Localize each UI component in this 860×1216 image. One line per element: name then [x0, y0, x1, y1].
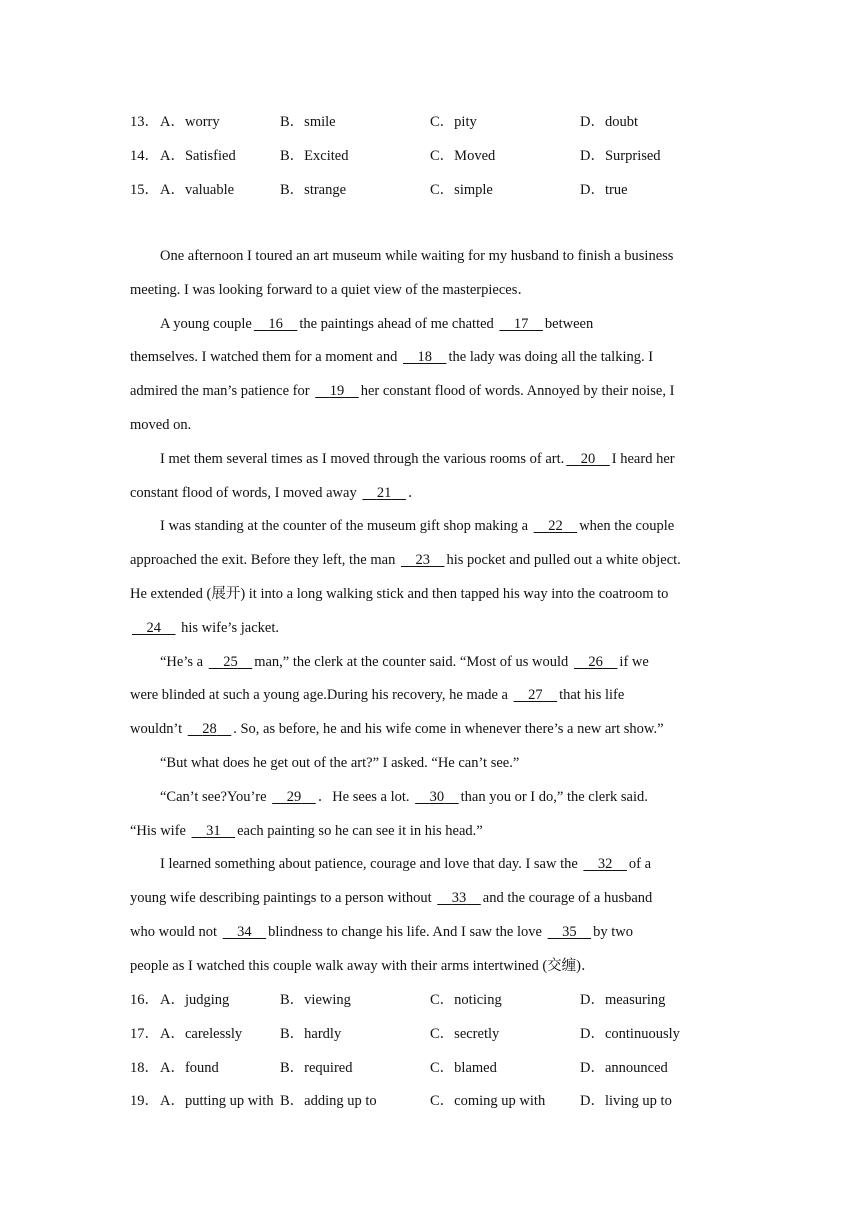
- passage-text: ．: [407, 484, 423, 501]
- question-17: [130, 1024, 750, 1058]
- passage-text: his wife’s jacket.: [177, 619, 279, 636]
- option-d: D．measuring: [580, 992, 666, 1008]
- passage-text: her constant flood of words. Annoyed by their noise, I: [360, 383, 675, 400]
- question-number: 16．: [130, 992, 159, 1008]
- blank-25: 25: [223, 653, 238, 670]
- option-a: A．judging: [160, 992, 230, 1008]
- passage-line: [130, 882, 736, 916]
- question-14: [130, 146, 750, 180]
- option-b: B．required: [280, 1059, 353, 1076]
- options-top: [130, 112, 750, 213]
- passage-text: young wife describing paintings to a person without: [130, 890, 436, 907]
- passage-text: ．He sees a lot.: [317, 788, 414, 805]
- passage-text: blindness to change his life. And I saw the love: [268, 923, 546, 940]
- passage-text: I learned something about patience, courage and love that day. I saw the: [160, 856, 582, 873]
- option-d: D．continuously: [580, 1025, 680, 1042]
- blank-35: 35: [562, 923, 577, 940]
- option-d: D．Surprised: [580, 147, 661, 164]
- passage-line: [130, 612, 736, 646]
- passage-text: between: [544, 315, 594, 332]
- cloze-passage: [130, 240, 736, 984]
- passage-text: of a: [628, 856, 652, 873]
- passage-line: [130, 713, 736, 747]
- option-a: A．found: [160, 1059, 219, 1076]
- option-a: A．Satisfied: [160, 147, 236, 164]
- blank-21: 21: [376, 484, 392, 501]
- blank-16: 16: [268, 315, 283, 332]
- blank-20: 20: [580, 450, 596, 467]
- passage-line: [130, 240, 736, 274]
- option-a: A．putting up with: [160, 1093, 274, 1110]
- question-13: [130, 112, 750, 146]
- passage-text: each painting so he can see it in his head.”: [237, 822, 483, 839]
- option-c: C．noticing: [430, 992, 502, 1008]
- option-a: A．carelessly: [160, 1025, 243, 1042]
- option-d: D．living up to: [580, 1093, 672, 1110]
- passage-text: wouldn’t: [130, 721, 186, 738]
- option-b: B．adding up to: [280, 1093, 377, 1110]
- passage-text: I was standing at the counter of the museum gift shop making a: [160, 518, 532, 535]
- blank-28: 28: [202, 721, 217, 738]
- option-b: B．Excited: [280, 147, 349, 164]
- passage-text: I met them several times as I moved through the various rooms of art.: [160, 450, 565, 467]
- question-number: 17．: [130, 1025, 159, 1042]
- question-19: [130, 1091, 750, 1125]
- blank-18: 18: [417, 349, 432, 366]
- passage-line: [130, 308, 736, 342]
- passage-text: He extended (展开) it into a long walking stick and then tapped his way into the coatroom to: [130, 585, 669, 602]
- passage-text: A young couple: [160, 315, 252, 332]
- passage-line: [130, 916, 736, 950]
- question-number: 18．: [130, 1059, 159, 1076]
- passage-text: that his life: [559, 687, 625, 704]
- blank-17: 17: [513, 315, 529, 332]
- blank-24: 24: [146, 619, 161, 636]
- option-c: C．Moved: [430, 147, 496, 164]
- passage-line: [130, 443, 736, 477]
- option-c: C．blamed: [430, 1059, 497, 1076]
- passage-line: [130, 375, 736, 409]
- blank-19: 19: [329, 383, 345, 400]
- question-15: [130, 180, 750, 214]
- passage-text: than you or I do,” the clerk said.: [460, 788, 648, 805]
- blank-31: 31: [206, 822, 221, 839]
- passage-line: [130, 646, 736, 680]
- passage-line: [130, 781, 736, 815]
- passage-text: his pocket and pulled out a white object.: [446, 552, 681, 569]
- passage-text: I heard her: [611, 450, 675, 467]
- option-b: B．strange: [280, 181, 347, 198]
- question-number: 19．: [130, 1093, 159, 1110]
- passage-text: “But what does he get out of the art?” I asked. “He can’t see.”: [160, 754, 520, 771]
- blank-26: 26: [588, 653, 603, 670]
- passage-text: moved on.: [130, 416, 192, 433]
- passage-text: “His wife: [130, 822, 190, 839]
- blank-23: 23: [415, 552, 430, 569]
- option-b: B．smile: [280, 114, 336, 130]
- blank-22: 22: [548, 518, 563, 535]
- question-18: [130, 1058, 750, 1092]
- options-bottom: [130, 990, 750, 1125]
- option-c: C．simple: [430, 181, 493, 198]
- option-c: C．pity: [430, 114, 477, 130]
- passage-line: [130, 679, 736, 713]
- passage-text: were blinded at such a young age.During his recovery, he made a: [130, 687, 512, 704]
- passage-text: approached the exit. Before they left, the man: [130, 552, 399, 569]
- blank-32: 32: [597, 856, 613, 873]
- blank-29: 29: [286, 788, 302, 805]
- passage-text: and the courage of a husband: [482, 890, 653, 907]
- option-d: D．doubt: [580, 114, 638, 130]
- passage-line: [130, 477, 736, 511]
- passage-line: [130, 848, 736, 882]
- passage-line: [130, 409, 736, 443]
- blank-30: 30: [429, 788, 445, 805]
- passage-line: [130, 544, 736, 578]
- blank-34: 34: [237, 923, 252, 940]
- passage-text: if we: [619, 653, 649, 670]
- passage-line: [130, 950, 736, 984]
- passage-line: [130, 341, 736, 375]
- passage-text: people as I watched this couple walk away with their arms intertwined (交缠)．: [130, 957, 596, 974]
- question-16: [130, 990, 750, 1024]
- option-d: D．announced: [580, 1059, 668, 1076]
- passage-line: [130, 578, 736, 612]
- passage-text: the lady was doing all the talking. I: [448, 349, 654, 366]
- question-number: 13．: [130, 114, 159, 130]
- passage-text: themselves. I watched them for a moment and: [130, 349, 401, 366]
- option-a: A．worry: [160, 114, 220, 130]
- blank-33: 33: [451, 890, 467, 907]
- passage-text: by two: [593, 923, 633, 940]
- option-b: B．hardly: [280, 1025, 342, 1042]
- passage-text: who would not: [130, 923, 221, 940]
- passage-line: [130, 747, 736, 781]
- option-c: C．secretly: [430, 1025, 500, 1042]
- passage-text: admired the man’s patience for: [130, 383, 314, 400]
- passage-line: [130, 510, 736, 544]
- passage-text: man,” the clerk at the counter said. “Most of us would: [254, 653, 572, 670]
- blank-27: 27: [528, 687, 543, 704]
- passage-text: . So, as before, he and his wife come in whenever there’s a new art show.”: [233, 721, 664, 738]
- option-d: D．true: [580, 181, 628, 198]
- option-c: C．coming up with: [430, 1093, 546, 1110]
- passage-text: constant flood of words, I moved away: [130, 484, 361, 501]
- option-b: B．viewing: [280, 992, 351, 1008]
- passage-text: meeting. I was looking forward to a quiet view of the masterpieces．: [130, 281, 532, 298]
- passage-line: [130, 274, 736, 308]
- passage-line: [130, 815, 736, 849]
- question-number: 15．: [130, 181, 159, 198]
- passage-text: “He’s a: [160, 653, 207, 670]
- passage-text: the paintings ahead of me chatted: [299, 315, 498, 332]
- passage-text: One afternoon I toured an art museum while waiting for my husband to finish a business: [160, 248, 674, 264]
- question-number: 14．: [130, 147, 159, 164]
- passage-text: when the couple: [579, 518, 675, 535]
- passage-text: “Can’t see?You’re: [160, 788, 271, 805]
- option-a: A．valuable: [160, 181, 235, 198]
